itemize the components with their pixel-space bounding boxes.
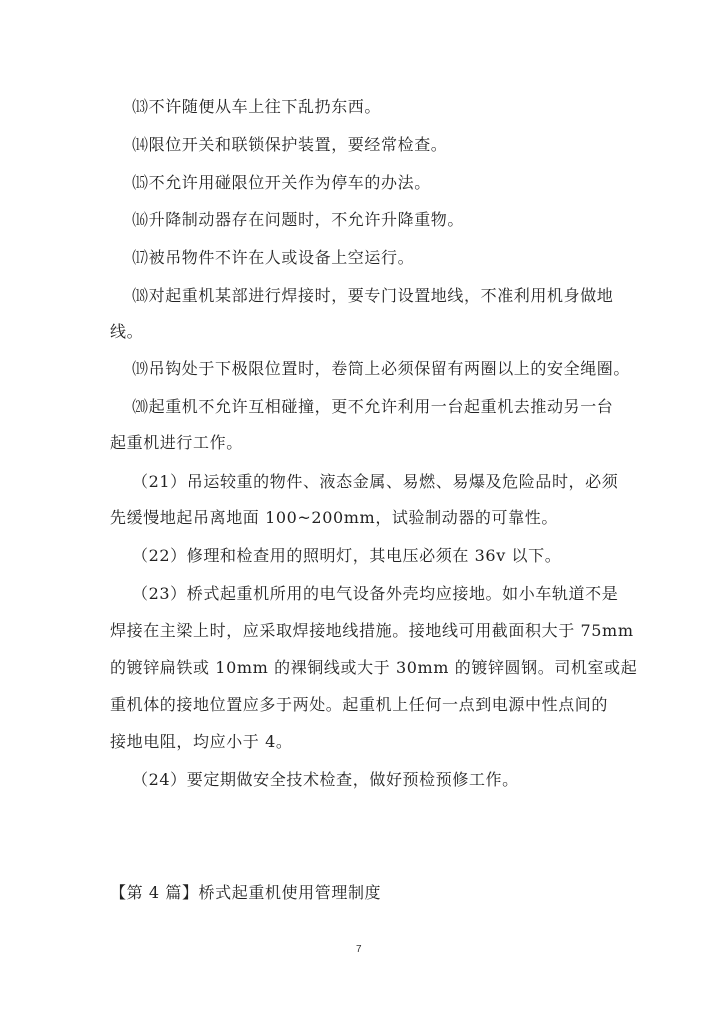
rule-20-continued: 起重机进行工作。 <box>110 433 243 452</box>
rule-23: （23）桥式起重机所用的电气设备外壳均应接地。如小车轨道不是 <box>132 584 619 603</box>
rule-18-continued: 线。 <box>110 322 144 341</box>
rule-15: ⒂不允许用碰限位开关作为停车的办法。 <box>132 173 431 192</box>
rule-18: ⒅对起重机某部进行焊接时，要专门设置地线，不准利用机身做地 <box>132 286 614 305</box>
rule-21: （21）吊运较重的物件、液态金属、易燃、易爆及危险品时，必须 <box>132 472 619 491</box>
rule-16: ⒃升降制动器存在问题时，不允许升降重物。 <box>132 210 465 229</box>
rule-13: ⒀不许随便从车上往下乱扔东西。 <box>132 97 382 116</box>
rule-19: ⒆吊钩处于下极限位置时，卷筒上必须保留有两圈以上的安全绳圈。 <box>132 359 631 378</box>
rule-22: （22）修理和检查用的照明灯，其电压必须在 36v 以下。 <box>132 546 562 565</box>
rule-14: ⒁限位开关和联锁保护装置，要经常检查。 <box>132 135 448 154</box>
section-heading: 【第 4 篇】桥式起重机使用管理制度 <box>110 883 382 902</box>
rule-20: ⒇起重机不允许互相碰撞，更不允许利用一台起重机去推动另一台 <box>132 397 614 416</box>
rule-23-continued-4: 接地电阻，均应小于 4。 <box>110 732 293 751</box>
rule-23-continued-2: 的镀锌扁铁或 10mm 的裸铜线或大于 30mm 的镀锌圆钢。司机室或起 <box>110 658 638 677</box>
page-number: 7 <box>356 944 362 955</box>
rule-24: （24）要定期做安全技术检查，做好预检预修工作。 <box>132 770 519 789</box>
rule-21-continued: 先缓慢地起吊离地面 100~200mm，试验制动器的可靠性。 <box>110 508 558 527</box>
rule-23-continued-1: 焊接在主梁上时，应采取焊接地线措施。接地线可用截面积大于 75mm <box>110 621 634 640</box>
rule-23-continued-3: 重机体的接地位置应多于两处。起重机上任何一点到电源中性点间的 <box>110 695 609 714</box>
rule-17: ⒄被吊物件不许在人或设备上空运行。 <box>132 248 415 267</box>
